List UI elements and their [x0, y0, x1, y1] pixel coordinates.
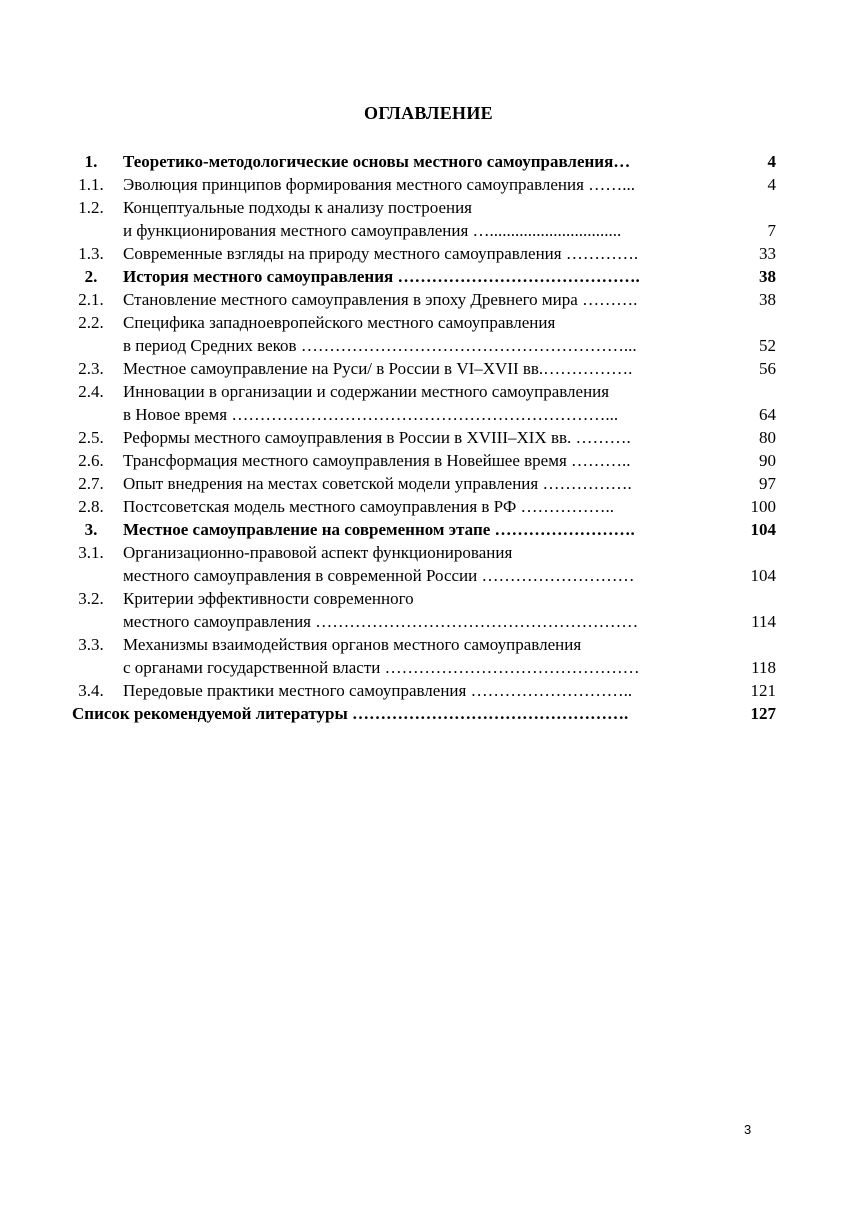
toc-entry	[0, 426, 857, 449]
toc-entry-title: Организационно-правовой аспект функционирования местного самоуправления в современной России ………………………	[123, 543, 635, 585]
toc-entry	[0, 495, 857, 518]
toc-entry-number: 2.5.	[78, 428, 104, 447]
toc-entry-title: Список рекомендуемой литературы ………………………………………….	[72, 704, 629, 723]
page-title: ОГЛАВЛЕНИЕ	[364, 103, 493, 123]
toc-entry	[0, 633, 857, 679]
page-number: 3	[744, 1122, 752, 1137]
toc-entry-page: 127	[750, 704, 776, 723]
toc-entry-title: Специфика западноевропейского местного самоуправления в период Средних веков …………………………………………………...	[123, 313, 637, 355]
toc-entry-page: 80	[759, 428, 776, 447]
toc-entry-page: 52	[759, 336, 776, 355]
toc-entry-page: 7	[767, 221, 776, 240]
toc-entry-page: 121	[750, 681, 776, 700]
toc-entry	[0, 702, 857, 725]
toc-entry-page: 4	[767, 152, 776, 171]
toc-entry-title: Теоретико-методологические основы местного самоуправления…	[123, 152, 631, 171]
toc-entry-title: Передовые практики местного самоуправления ………………………..	[123, 681, 633, 700]
toc-entry-number: 1.2.	[78, 198, 104, 217]
toc-entry-number: 2.8.	[78, 497, 104, 516]
toc-entry-title: Современные взгляды на природу местного самоуправления ………….	[123, 244, 639, 263]
toc-entry-number: 1.3.	[78, 244, 104, 263]
toc-entry-title: Эволюция принципов формирования местного самоуправления ……...	[123, 175, 635, 194]
toc-entry-title: Постсоветская модель местного самоуправления в РФ ……………..	[123, 497, 615, 516]
toc-entry-number: 2.3.	[78, 359, 104, 378]
toc-entry-number: 1.1.	[78, 175, 104, 194]
toc-entry	[0, 242, 857, 265]
toc-entry	[0, 380, 857, 426]
toc-entry-page: 100	[750, 497, 776, 516]
toc-entry-page: 104	[750, 520, 776, 539]
toc-entry-page: 56	[759, 359, 776, 378]
toc-entry-title: Концептуальные подходы к анализу построения и функционирования местного самоуправления …...............................	[123, 198, 622, 240]
toc-entry-number: 2.6.	[78, 451, 104, 470]
toc-entry-page: 104	[750, 566, 776, 585]
toc-entry-title: Трансформация местного самоуправления в Новейшее время ………..	[123, 451, 631, 470]
toc-entry-page: 97	[759, 474, 776, 493]
toc-entry-number: 3.2.	[78, 589, 104, 608]
toc-entry-number: 1.	[84, 152, 98, 171]
toc-entry	[0, 196, 857, 242]
toc-entry-title: История местного самоуправления …………………………………….	[123, 267, 640, 286]
toc-entry-page: 118	[751, 658, 776, 677]
toc-entry-page: 38	[759, 290, 776, 309]
toc-entry-title: Опыт внедрения на местах советской модели управления …………….	[123, 474, 632, 493]
toc-entry	[0, 587, 857, 633]
toc-entry-page: 38	[759, 267, 776, 286]
toc-entry-page: 64	[759, 405, 776, 424]
toc-entry-number: 3.3.	[78, 635, 104, 654]
toc-entry	[0, 173, 857, 196]
toc-entry	[0, 518, 857, 541]
toc-entry-number: 2.4.	[78, 382, 104, 401]
toc-entry-title: Реформы местного самоуправления в России в XVIII–XIX вв. ……….	[123, 428, 631, 447]
toc-entry-title: Становление местного самоуправления в эпоху Древнего мира ……….	[123, 290, 638, 309]
toc-entry-title: Местное самоуправление на Руси/ в России в VI–XVII вв.…………….	[123, 359, 633, 378]
toc-entry-number: 2.	[84, 267, 98, 286]
toc-entry-page: 90	[759, 451, 776, 470]
table-of-contents	[0, 150, 857, 725]
toc-entry	[0, 357, 857, 380]
toc-entry-number: 2.1.	[78, 290, 104, 309]
toc-entry	[0, 679, 857, 702]
toc-entry-title: Инновации в организации и содержании местного самоуправления в Новое время …………………………………………………………...	[123, 382, 619, 424]
toc-entry-page: 4	[767, 175, 776, 194]
toc-entry	[0, 311, 857, 357]
toc-entry	[0, 265, 857, 288]
toc-entry-number: 3.4.	[78, 681, 104, 700]
toc-entry-number: 3.	[84, 520, 98, 539]
toc-entry-number: 2.2.	[78, 313, 104, 332]
toc-entry	[0, 472, 857, 495]
toc-entry	[0, 449, 857, 472]
toc-entry-number: 3.1.	[78, 543, 104, 562]
toc-entry-title: Механизмы взаимодействия органов местного самоуправления с органами государственной власти ………………………………………	[123, 635, 640, 677]
toc-entry-page: 33	[759, 244, 776, 263]
toc-entry-title: Местное самоуправление на современном этапе …………………….	[123, 520, 635, 539]
toc-entry-title: Критерии эффективности современного местного самоуправления …………………………………………………	[123, 589, 639, 631]
toc-entry	[0, 150, 857, 173]
toc-entry-number: 2.7.	[78, 474, 104, 493]
toc-entry	[0, 541, 857, 587]
toc-entry	[0, 288, 857, 311]
toc-entry-page: 114	[751, 612, 776, 631]
